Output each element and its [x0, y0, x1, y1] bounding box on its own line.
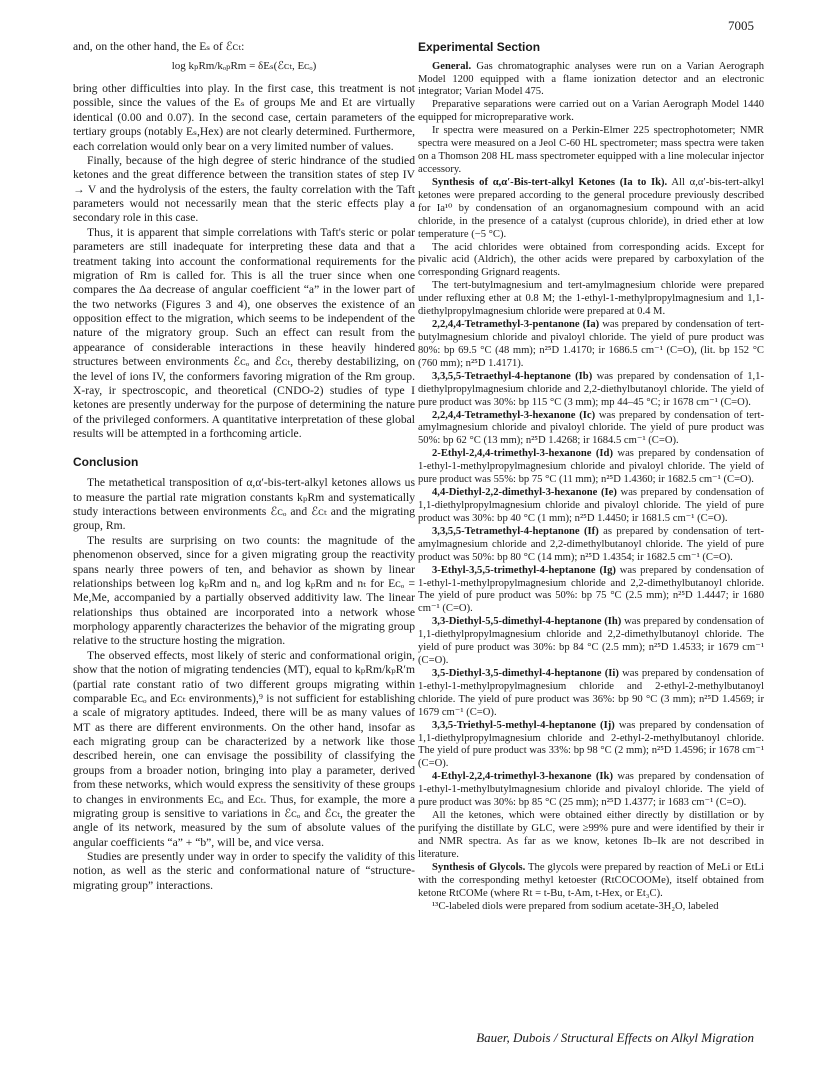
- paragraph-text: Ir spectra were measured on a Perkin-Elmer 225 spectrophotometer; NMR spectra were measured on a Jeol C-60 HL spectrometer; mass spectra were taken on a Thomson 208 HL mass spectrometer equipped with a line molecular injector accessory.: [418, 125, 764, 175]
- paragraph: bring other difficulties into play. In the first case, this treatment is not possible, since the values of the Eₛ of groups Me and Et are virtually identical (0.00 and 0.07). In the second case, certain parameters of the tertiary groups (notably Eₛ,Hex) are not clearly determined. Furthermore, each correlation would only bear on a very limited number of values.: [73, 82, 415, 153]
- paragraph: Thus, it is apparent that simple correlations with Taft's steric or polar parameters are still inadequate for interpreting these data and that a treatment taking into account the conformational requirements for the migration of Rm is called for. This is all the truer since when one compares the Δa decrease of angular coefficient “a” in the lower part of the two networks (Figures 3 and 4), one observes the existence of an opposition effect to the migration, which seems to be independent of the nature of the migratory group. Such an effect can result from the appearance of considerable interactions in these heavily hindered structures between environments ℰᴄₒ and ℰᴄₜ, thereby destabilizing, on the level of ions IV, the conformers favoring migration of the Rm group. X-ray, ir spectroscopic, and theoretical (CNDO-2) studies of type I ketones are presently underway for the purpose of determining the nature of the privileged conformers. A quantitative interpretation of these global results will be attempted in a forthcoming article.: [73, 225, 415, 440]
- left-column: [73, 40, 415, 893]
- runin-heading: 3,3-Diethyl-5,5-dimethyl-4-heptanone (Ih): [432, 616, 622, 628]
- experimental-paragraph: [418, 668, 764, 720]
- experimental-paragraph: [418, 125, 764, 177]
- paragraph: The metathetical transposition of α,α′-bis-tert-alkyl ketones allows us to measure the partial rate migration constants kₚRm and systematically study interactions between environments ℰᴄₒ and ℰᴄₜ and the migrating group, Rm.: [73, 476, 415, 533]
- paragraph-text: was prepared by condensation of 1-ethyl-1-methylbutylmagnesium chloride and pivaloyl chloride. The yield of pure product was 30%: bp 85 °C (25 mm); n²⁵D 1.4377; ir 1683 cm⁻¹ (C=O).: [418, 771, 764, 809]
- paragraph: The results are surprising on two counts: the magnitude of the phenomenon observed, since for a given migrating group the reactivity spans nearly three powers of ten, and behavior as shown by linear relationships between log kₚRm and nₒ and log kₚRm and nₜ for Eᴄₒ = Me,Me, accompanied by a partially observed additivity law. The linear relationships thus obtained are incorporated into a network whose morphology apparently characterizes the behavior of the migrating group relative to the structure hosting the migration.: [73, 533, 415, 648]
- paragraph-text: The acid chlorides were obtained from corresponding acids. Except for pivalic acid (Aldrich), the other acids were prepared by carboxylation of the corresponding Grignard reagents.: [418, 241, 764, 279]
- experimental-paragraph: [418, 901, 764, 914]
- experimental-paragraph: [418, 280, 764, 319]
- experimental-paragraph: [418, 99, 764, 125]
- runin-heading: 2,2,4,4-Tetramethyl-3-pentanone (Ia): [432, 319, 600, 331]
- experimental-paragraph: [418, 526, 764, 565]
- experimental-paragraph: [418, 616, 764, 668]
- page-number: 7005: [728, 18, 754, 33]
- intro-text: and, on the other hand, the Eₛ of ℰᴄₜ:: [73, 40, 245, 53]
- experimental-paragraph: [418, 410, 764, 449]
- experimental-paragraphs: [418, 61, 764, 914]
- experimental-paragraph: [418, 448, 764, 487]
- equation: log kₚRm/kₒₚRm = δEₛ(ℰᴄₜ, Eᴄₒ): [171, 60, 317, 73]
- paragraph-text: All α,α′-bis-tert-alkyl ketones were prepared according to the general procedure previously described for Ia¹⁰ by condensation of an organomagnesium compound with an acid chloride, in the presence of a catalyst (cuprous chloride), in dried ether at low temperature (−5 °C).: [418, 176, 764, 240]
- paragraph-text: was prepared by condensation of 1-ethyl-1-methylpropylmagnesium chloride and pivaloyl chloride. The yield of pure product was 55%: bp 75 °C (11 mm); n²⁵D 1.4360; ir 1682.5 cm⁻¹ (C=O).: [418, 448, 764, 486]
- runin-heading: General.: [432, 60, 472, 72]
- paragraph-text: was prepared by condensation of 1,1-diethylpropylmagnesium chloride and 2,2-dimethylbutanoyl chloride. The yield of pure product was 30%: bp 84 °C (2.5 mm); n²⁵D 1.4533; ir 1679 cm⁻¹ (C=O).: [418, 616, 764, 667]
- paragraph-text: The tert-butylmagnesium and tert-amylmagnesium chloride were prepared under refluxing ether at 0.8 M; the 1-ethyl-1-methylpropylmagnesium and 1,1-diethylpropylmagnesium chloride were prepared at 0.4 M.: [418, 280, 764, 318]
- paragraph-text: was prepared by condensation of 1,1-diethylpropylmagnesium chloride and 2-ethyl-2-methylbutanoyl chloride. The yield of pure product was 33%: bp 98 °C (2 mm); n²⁵D 1.4596; ir 1678 cm⁻¹ (C=O).: [418, 719, 765, 770]
- paragraph-text: Preparative separations were carried out on a Varian Aerograph Model 1440 equipped for micropreparative work.: [418, 99, 764, 124]
- experimental-paragraph: [418, 371, 764, 410]
- runin-heading: 3,3,5,5-Tetraethyl-4-heptanone (Ib): [432, 370, 593, 382]
- experimental-paragraph: [418, 565, 764, 617]
- paragraph-text: was prepared by condensation of 1,1-diethylpropylmagnesium chloride and pivaloyl chloride. The yield of pure product was 30%: bp 40 °C (1 mm); n²⁵D 1.4450; ir 1681.5 cm⁻¹ (C=O).: [418, 487, 764, 524]
- paragraph: Studies are presently under way in order to specify the validity of this notion, as well as the steric and conformational nature of “structure-migrating group” interactions.: [73, 850, 415, 892]
- runin-heading: 3,5-Diethyl-3,5-dimethyl-4-heptanone (Ii): [432, 667, 619, 679]
- paragraph-text: Gas chromatographic analyses were run on a Varian Aerograph Model 1200 equipped with a flame ionization detector and an electronic integrator; Varian Model 475.: [418, 60, 764, 98]
- right-column: [418, 40, 764, 913]
- paragraph-text: was prepared by condensation of tert-butylmagnesium chloride and pivaloyl chloride. The yield of pure product was 80%: bp 69.5 °C (48 mm); n²⁵D 1.4170; ir 1686.5 cm⁻¹ (C=O), (lit. bp 152 °C (760 mm); n²⁵D 1.4171).: [418, 319, 764, 369]
- experimental-paragraph: [418, 771, 764, 810]
- runin-heading: 2-Ethyl-2,4,4-trimethyl-3-hexanone (Id): [432, 448, 613, 460]
- experimental-paragraph: [418, 319, 764, 371]
- experimental-paragraph: [418, 177, 764, 242]
- paragraph-text: All the ketones, which were obtained either directly by distillation or by purifying the distillate by GLC, were ≥99% pure and were identified by their ir and NMR spectra. As far as we know, ketones Ib–Ik are not described in literature.: [418, 810, 764, 860]
- runin-heading: 3-Ethyl-3,5,5-trimethyl-4-heptanone (Ig): [432, 564, 616, 576]
- paragraph-text: was prepared by condensation of 1-ethyl-1-methylpropylmagnesium chloride and 2,2-dimethylbutanoyl chloride. The yield of pure product was 50%: bp 75 °C (2.5 mm); n²⁵D 1.4447; ir 1680 cm⁻¹ (C=O).: [418, 564, 764, 615]
- conclusion-heading: Conclusion: [73, 455, 139, 470]
- paragraph-text: was prepared by condensation of 1-ethyl-1-methylpropylmagnesium chloride and 2-ethyl-2-methylbutanoyl chloride. The yield of pure product was 36%: bp 90 °C (3 mm); n²⁵D 1.4569; ir 1679 cm⁻¹ (C=O).: [418, 667, 764, 718]
- paragraph-text: as prepared by condensation of tert-amylmagnesium chloride and 2,2-dimethylbutanoyl chloride. The yield of pure product was 50%: bp 80 °C (14 mm); n²⁵D 1.4354; ir 1682.5 cm⁻¹ (C=O).: [418, 525, 765, 563]
- runin-heading: Synthesis of Glycols.: [432, 861, 526, 873]
- runin-heading: Synthesis of α,α′-Bis-tert-alkyl Ketones (Ia to Ik).: [432, 176, 668, 188]
- paragraph-text: was prepared by condensation of tert-amylmagnesium chloride and pivaloyl chloride. The yield of pure product was 50%: bp 62 °C (13 mm); n²⁵D 1.4268; ir 1684.5 cm⁻¹ (C=O).: [418, 409, 764, 447]
- experimental-paragraph: [418, 61, 764, 100]
- paragraph-text: was prepared by condensation of 1,1-diethylpropylmagnesium chloride and 2,2-diethylbutanoyl chloride. The yield of pure product was 30%: bp 115 °C (3 mm); mp 44–45 °C; ir 1678 cm⁻¹ (C=O).: [418, 370, 764, 408]
- experimental-paragraph: [418, 242, 764, 281]
- runin-heading: 4-Ethyl-2,2,4-trimethyl-3-hexanone (Ik): [432, 771, 613, 783]
- runin-heading: 2,2,4,4-Tetramethyl-3-hexanone (Ic): [432, 409, 596, 421]
- experimental-paragraph: [418, 720, 764, 772]
- paragraph: Finally, because of the high degree of steric hindrance of the studied ketones and the great difference between the transition states of step IV → V and the hydrolysis of the esters, the faulty correlation with the Taft parameters would not necessarily mean that the steric effects play a secondary role in this case.: [73, 153, 415, 225]
- experimental-paragraph: [418, 810, 764, 862]
- experimental-paragraph: [418, 862, 764, 901]
- running-footer: Bauer, Dubois / Structural Effects on Alkyl Migration: [476, 1030, 754, 1045]
- paragraph-text: The glycols were prepared by reaction of MeLi or EtLi with the corresponding methyl ketoester (RtCOCOOMe), itself obtained from ketone RtCOMe (where Rt = t-Bu, t-Am, t-Hex, or Et₃C).: [418, 861, 764, 899]
- experimental-heading: Experimental Section: [418, 40, 541, 54]
- paragraph-text: ¹³C-labeled diols were prepared from sodium acetate-3H₂O, labeled: [432, 900, 719, 912]
- paragraph: The observed effects, most likely of steric and conformational origin, show that the notion of migrating tendencies (MT), equal to kₚRm/kₚR′m (partial rate constant ratio of two different groups migrating within comparable Eᴄₒ and Eᴄₜ environments),⁹ is not sufficient for establishing a scale of migratory aptitudes. Indeed, there will be as many values of MT as there are different environments. On the other hand, insofar as each migrating group can be characterized by a network like those described herein, one can envisage the possibility of classifying the groups from a broader notion, bringing into play a parameter, derived from these networks, which would express the sensitivity of these groups to changes in environments Eᴄₒ and Eᴄₜ. Thus, for example, the more a migrating group is sensitive to variations in ℰᴄₒ and ℰᴄₜ, the greater the angle of its network, measured by the sum of absolute values of the angular coefficients “a” + “b”, will be, and vice versa.: [73, 648, 415, 849]
- runin-heading: 3,3,5,5-Tetramethyl-4-heptanone (If): [432, 525, 599, 537]
- runin-heading: 3,3,5-Triethyl-5-methyl-4-heptanone (Ij): [432, 719, 615, 731]
- runin-heading: 4,4-Diethyl-2,2-dimethyl-3-hexanone (Ie): [432, 487, 617, 499]
- experimental-paragraph: [418, 487, 764, 526]
